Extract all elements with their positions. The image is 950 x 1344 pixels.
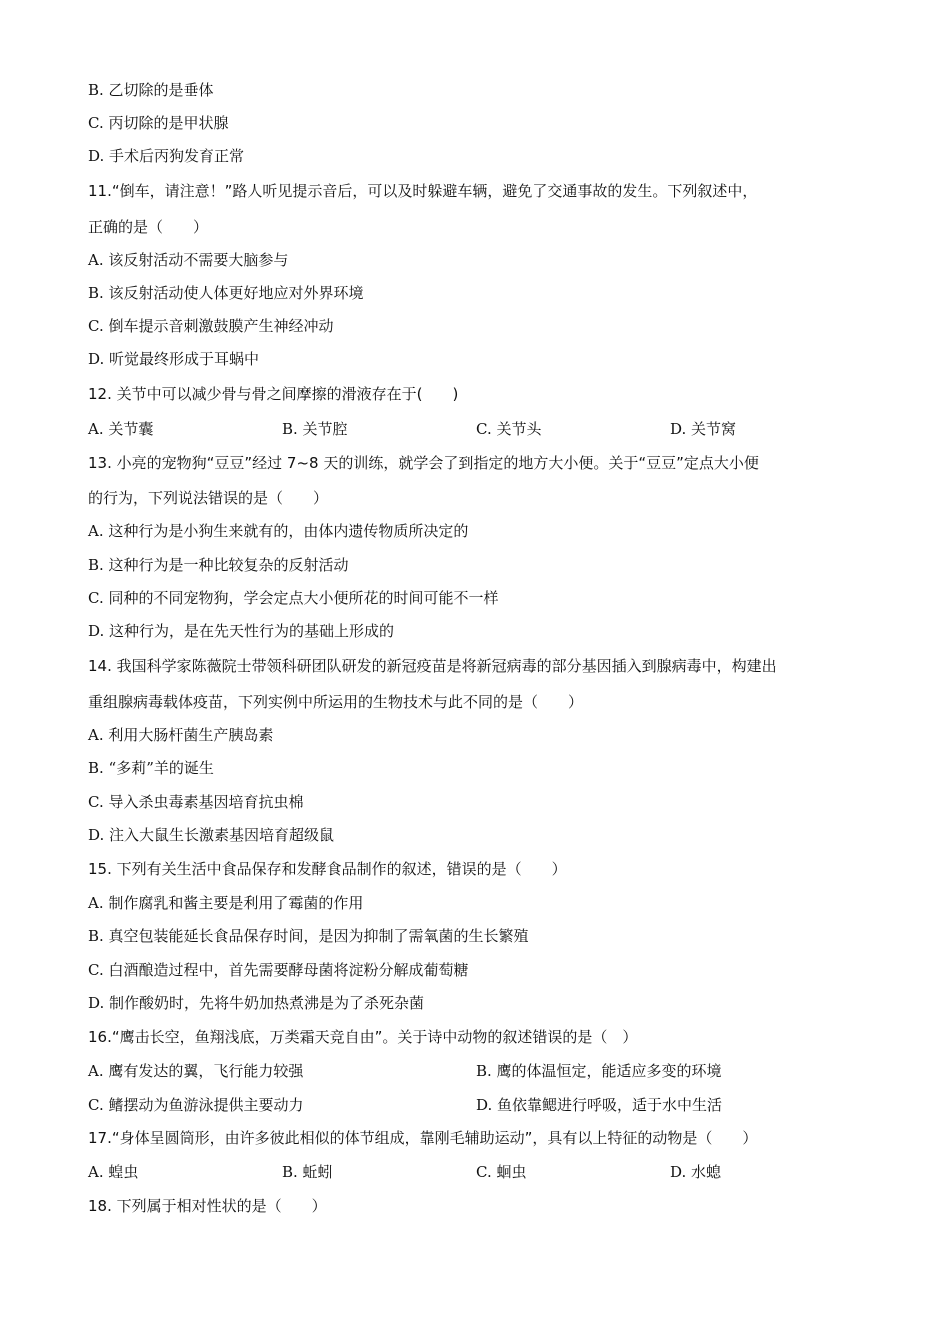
question-16-option-c: C. 鳍摆动为鱼游泳提供主要动力 — [88, 1096, 304, 1114]
question-14-option-c: C. 导入杀虫毒素基因培育抗虫棉 — [88, 793, 304, 811]
question-17-option-a: A. 蝗虫 — [88, 1163, 139, 1181]
question-16-option-a: A. 鹰有发达的翼，飞行能力较强 — [88, 1062, 304, 1080]
question-12-stem: 12. 关节中可以减少骨与骨之间摩擦的滑液存在于( ) — [88, 385, 459, 403]
question-14-stem-cont: 重组腺病毒载体疫苗，下列实例中所运用的生物技术与此不同的是（ ） — [88, 693, 584, 711]
question-14-stem: 14. 我国科学家陈薇院士带领科研团队研发的新冠疫苗是将新冠病毒的部分基因插入到腺病毒中，构建出 — [88, 657, 777, 675]
question-16-option-d: D. 鱼依靠鳃进行呼吸，适于水中生活 — [476, 1096, 723, 1114]
question-14-option-b: B. “多莉”羊的诞生 — [88, 759, 214, 777]
question-17-option-c: C. 蛔虫 — [476, 1163, 527, 1181]
question-11-stem: 11.“倒车，请注意！”路人听见提示音后，可以及时躲避车辆，避免了交通事故的发生。下列叙述中， — [88, 182, 758, 200]
option-c: C. 丙切除的是甲状腺 — [88, 114, 229, 132]
question-15-option-a: A. 制作腐乳和酱主要是利用了霉菌的作用 — [88, 894, 364, 912]
question-17-option-d: D. 水螅 — [670, 1163, 722, 1181]
question-13-option-d: D. 这种行为，是在先天性行为的基础上形成的 — [88, 622, 395, 640]
question-12-option-d: D. 关节窝 — [670, 420, 737, 438]
question-11-option-a: A. 该反射活动不需要大脑参与 — [88, 251, 289, 269]
question-14-option-d: D. 注入大鼠生长激素基因培育超级鼠 — [88, 826, 335, 844]
question-15-option-d: D. 制作酸奶时，先将牛奶加热煮沸是为了杀死杂菌 — [88, 994, 425, 1012]
question-15-option-c: C. 白酒酿造过程中，首先需要酵母菌将淀粉分解成葡萄糖 — [88, 961, 469, 979]
question-13-option-b: B. 这种行为是一种比较复杂的反射活动 — [88, 556, 349, 574]
question-12-option-a: A. 关节囊 — [88, 420, 154, 438]
question-13-option-a: A. 这种行为是小狗生来就有的，由体内遗传物质所决定的 — [88, 522, 469, 540]
question-11-option-b: B. 该反射活动使人体更好地应对外界环境 — [88, 284, 364, 302]
question-14-option-a: A. 利用大肠杆菌生产胰岛素 — [88, 726, 274, 744]
question-17-option-b: B. 蚯蚓 — [282, 1163, 333, 1181]
question-12-option-c: C. 关节头 — [476, 420, 542, 438]
question-11-option-c: C. 倒车提示音刺激鼓膜产生神经冲动 — [88, 317, 334, 335]
question-13-stem-cont: 的行为，下列说法错误的是（ ） — [88, 489, 329, 507]
question-16-option-b: B. 鹰的体温恒定，能适应多变的环境 — [476, 1062, 722, 1080]
option-d: D. 手术后丙狗发育正常 — [88, 147, 245, 165]
question-18-stem: 18. 下列属于相对性状的是（ ） — [88, 1197, 327, 1215]
question-17-stem: 17.“身体呈圆筒形，由许多彼此相似的体节组成，靠刚毛辅助运动”，具有以上特征的动物是（ ） — [88, 1129, 758, 1147]
question-12-option-b: B. 关节腔 — [282, 420, 348, 438]
question-15-stem: 15. 下列有关生活中食品保存和发酵食品制作的叙述，错误的是（ ） — [88, 860, 567, 878]
question-13-option-c: C. 同种的不同宠物狗，学会定点大小便所花的时间可能不一样 — [88, 589, 499, 607]
question-15-option-b: B. 真空包装能延长食品保存时间，是因为抑制了需氧菌的生长繁殖 — [88, 927, 529, 945]
question-16-stem: 16.“鹰击长空，鱼翔浅底，万类霜天竞自由”。关于诗中动物的叙述错误的是（ ） — [88, 1028, 638, 1046]
question-13-stem: 13. 小亮的宠物狗“豆豆”经过 7~8 天的训练，就学会了到指定的地方大小便。关于“豆豆”定点大小便 — [88, 454, 759, 472]
option-b: B. 乙切除的是垂体 — [88, 81, 214, 99]
question-11-stem-cont: 正确的是（ ） — [88, 218, 209, 236]
question-11-option-d: D. 听觉最终形成于耳蜗中 — [88, 350, 260, 368]
